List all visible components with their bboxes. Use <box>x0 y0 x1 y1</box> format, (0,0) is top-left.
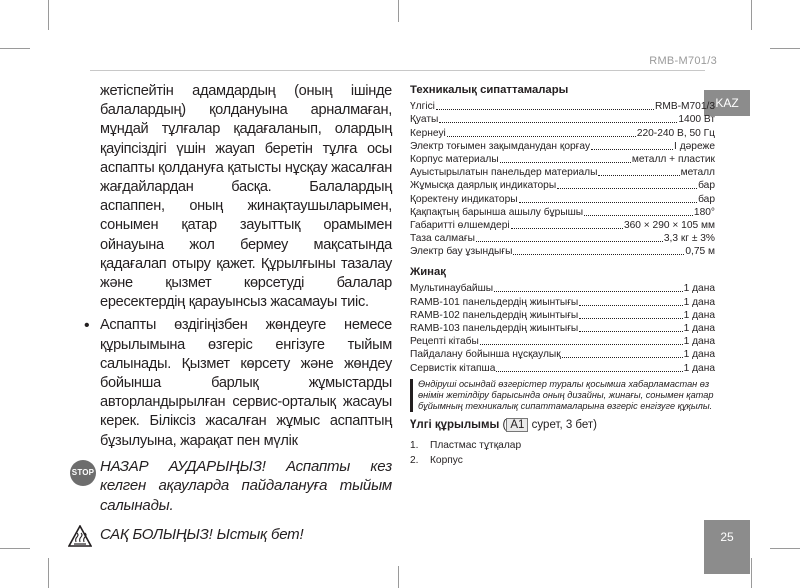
header-divider <box>90 70 705 71</box>
kit-row <box>410 309 715 322</box>
dot-leader <box>511 228 623 229</box>
dot-leader <box>579 331 682 332</box>
spec-row-value: RMB-M701/3 <box>654 101 715 113</box>
spec-row-label: Қоректену индикаторы <box>410 193 518 205</box>
spec-row <box>410 113 715 126</box>
spec-row <box>410 100 715 113</box>
dot-leader <box>579 305 682 306</box>
dot-leader <box>562 357 683 358</box>
model-device-title: Үлгі құрылымы <box>410 419 500 432</box>
spec-row <box>410 166 715 179</box>
crop-mark <box>0 48 30 49</box>
spec-row-label: Таза салмағы <box>410 233 475 245</box>
language-tab: KAZ <box>704 90 750 116</box>
paren-open: ( <box>502 419 507 432</box>
dot-leader <box>480 344 683 345</box>
kit-row-value: 1 дана <box>683 323 715 334</box>
figure-ref-badge: A1 <box>506 418 528 432</box>
kit-row <box>410 322 715 335</box>
dot-leader <box>584 215 693 216</box>
spec-row-value: бар <box>698 180 715 192</box>
part-label: Корпус <box>430 455 463 467</box>
dot-leader <box>513 254 684 255</box>
kit-row-label: Мультинаубайшы <box>410 283 494 295</box>
dot-leader <box>579 318 682 319</box>
crop-mark <box>0 548 30 549</box>
dot-leader <box>557 188 697 189</box>
model-header: RMB-M701/3 <box>649 55 717 67</box>
part-number: 1. <box>410 440 419 452</box>
bullet-icon: • <box>84 317 90 335</box>
spec-row-label: Электр тоғымен зақымданудан қорғау <box>410 140 591 152</box>
dot-leader <box>496 371 682 372</box>
dot-leader <box>519 202 698 203</box>
dot-leader <box>598 175 679 176</box>
kit-row-value: 1 дана <box>683 296 715 308</box>
kit-row-label: RAMB-101 панельдердің жиынтығы <box>410 296 579 308</box>
kit-row <box>410 335 715 348</box>
kit-row-value: 1 дана <box>683 362 715 374</box>
spec-row <box>410 245 715 258</box>
spec-row-label: Жұмысқа даярлық индикаторы <box>410 180 557 192</box>
kit-row-label: Рецепті кітабы <box>410 336 479 348</box>
crop-mark <box>751 558 752 588</box>
spec-row <box>410 126 715 139</box>
dot-leader <box>447 136 636 137</box>
kit-title: Жинақ <box>410 266 446 279</box>
spec-row-value: 180° <box>693 206 715 218</box>
spec-row-value: 3,3 кг ± 3% <box>663 233 715 245</box>
safety-bullet <box>84 316 392 450</box>
crop-mark <box>48 0 49 30</box>
dot-leader <box>500 162 631 163</box>
crop-mark <box>751 0 752 30</box>
kit-row-value: 1 дана <box>683 309 715 321</box>
safety-paragraph: жетіспейтін адамдардың (оның ішінде балалардың) қолдануына арналмаған, мұндай тұлғалар қадағаланып, олардың қауіпсіздігі үшін жауап беретін тұлға осы аспапты қолдануға қатысты нұсқау жасалған жағдайлардан басқа. Балалардың аспаппен, оның жинақтаушыларымен, сонымен қатар зауыттық орамымен ойнауына жол бермеу мақсатында қадағалап отыру қажет. Құрылғыны тазалау және қызмет көрсетуді балалар ересектердің қарауынсыз жасамауы тиіс. <box>100 83 392 311</box>
part-item <box>410 438 715 453</box>
page-number: 25 <box>704 520 750 574</box>
spec-row <box>410 140 715 153</box>
kit-row-value: 1 дана <box>683 349 715 361</box>
spec-row-label: Қақпақтың барынша ашылу бұрышы <box>410 206 584 218</box>
spec-row-value: 1400 Вт <box>678 114 715 126</box>
safety-column <box>71 82 392 545</box>
crop-mark <box>398 566 399 588</box>
parts-list <box>410 438 715 468</box>
kit-row-label: Пайдалану бойынша нұсқаулық <box>410 349 561 361</box>
dot-leader <box>439 122 677 123</box>
specs-title: Техникалық сипаттамалары <box>410 84 569 96</box>
spec-row-value: бар <box>698 193 715 205</box>
spec-row-label: Габаритті өлшемдері <box>410 219 510 231</box>
crop-mark <box>770 48 800 49</box>
spec-row-label: Үлгісі <box>410 101 435 113</box>
kit-row-label: Сервистік кітапша <box>410 362 496 374</box>
spec-row <box>410 219 715 232</box>
part-item <box>410 453 715 468</box>
hot-surface-warning <box>100 525 392 545</box>
spec-row <box>410 179 715 192</box>
stop-warning <box>71 457 392 516</box>
spec-row-label: Қуаты <box>410 114 439 126</box>
kit-row-label: RAMB-103 панельдердің жиынтығы <box>410 323 579 334</box>
stop-icon: STOP <box>70 460 96 486</box>
kit-row <box>410 282 715 295</box>
spec-row-label: Ауыстырылатын панельдер материалы <box>410 167 598 179</box>
manufacturer-note: Өндіруші осындай өзгерістер туралы қосымша хабарламастан өз өнімін жетілдіру барысында оның дизайны, жинағы, сонымен қатар бұйымның техникалық сипаттамаларына өзгеріс енгізуге құқылы. <box>410 379 715 413</box>
specs-column <box>410 80 715 468</box>
spec-row-value: металл + пластик <box>631 153 715 165</box>
part-number: 2. <box>410 455 419 467</box>
spec-row-value: металл <box>680 167 715 179</box>
crop-mark <box>770 548 800 549</box>
bullet-text: Аспапты өздігіңізбен жөндеуге немесе құрылымына өзгеріс енгізуге тыйым салынады. Қызмет көрсету және жөндеу бойынша барлық жұмыстарды авторландырылған сервис-орталық жасауы керек. Біліксіз жасалған жұмыс аспаптың бұзылуына, жарақат пен мүлік <box>100 317 392 449</box>
spec-row-label: Корпус материалы <box>410 153 499 165</box>
kit-row <box>410 295 715 308</box>
spec-row-value: I дәреже <box>674 140 715 152</box>
kit-row-value: 1 дана <box>683 283 715 295</box>
figure-ref-text: сурет, 3 бет) <box>531 419 597 432</box>
hot-surface-icon <box>68 525 92 547</box>
spec-row-value: 220-240 В, 50 Гц <box>636 127 715 139</box>
kit-row-label: RAMB-102 панельдердің жиынтығы <box>410 309 579 321</box>
dot-leader <box>591 149 673 150</box>
spec-row <box>410 232 715 245</box>
spec-row-value: 0,75 м <box>685 246 715 258</box>
kit-row <box>410 348 715 361</box>
spec-row-value: 360 × 290 × 105 мм <box>623 219 715 231</box>
spec-row-label: Кернеуі <box>410 127 446 139</box>
crop-mark <box>48 558 49 588</box>
crop-mark <box>398 0 399 22</box>
spec-row-label: Электр бау ұзындығы <box>410 246 513 258</box>
spec-row <box>410 192 715 205</box>
kit-row <box>410 361 715 374</box>
kit-table <box>410 282 715 374</box>
kit-row-value: 1 дана <box>683 336 715 348</box>
dot-leader <box>476 241 663 242</box>
dot-leader <box>494 291 682 292</box>
specs-table <box>410 100 715 258</box>
warning-text: НАЗАР АУДАРЫҢЫЗ! Аспапты кез келген ақауларда пайдалануға тыйым салынады. <box>100 457 392 514</box>
dot-leader <box>436 109 654 110</box>
hot-warning-text: САҚ БОЛЫҢЫЗ! Ыстық бет! <box>100 526 304 544</box>
model-device-heading <box>410 418 715 432</box>
spec-row <box>410 206 715 219</box>
spec-row <box>410 153 715 166</box>
part-label: Пластмас тұтқалар <box>430 440 522 452</box>
